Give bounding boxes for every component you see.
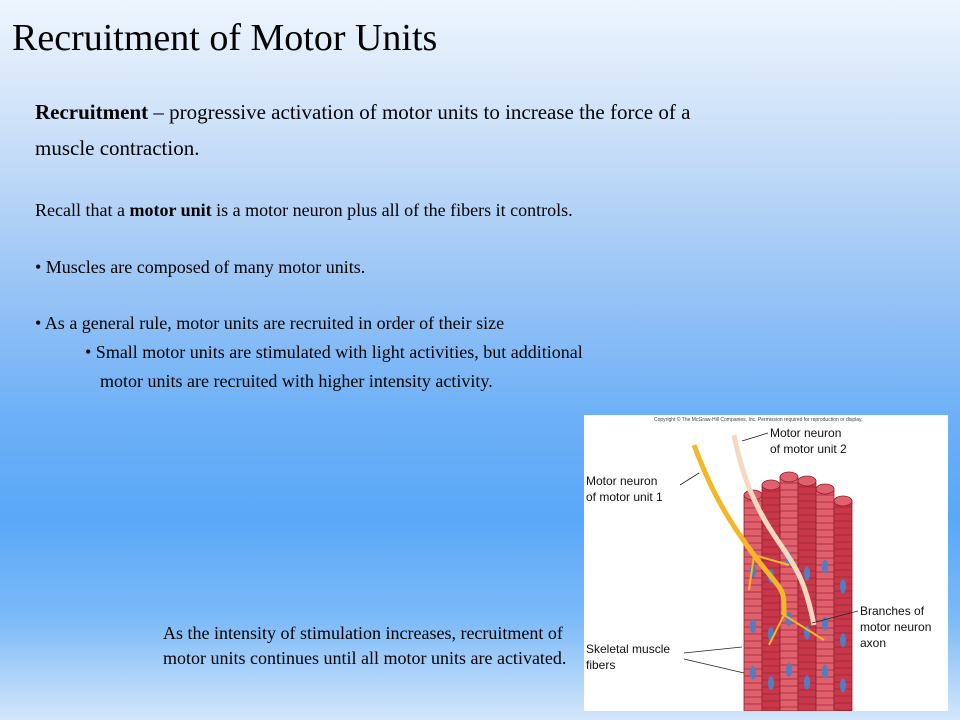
label-unit1-line2: of motor unit 1	[586, 490, 663, 504]
figure-caption: As the intensity of stimulation increases, recruitment of motor units continues until all motor units are activated.	[163, 623, 567, 668]
sub-bullet-small-units: • Small motor units are stimulated with light activities, but additional	[85, 342, 583, 362]
leader-line	[684, 659, 744, 673]
fiber-nucleus	[786, 663, 792, 677]
fiber-end	[834, 496, 852, 506]
sub-bullet-continuation: motor units are recruited with higher intensity activity.	[100, 371, 493, 391]
fiber-nucleus	[804, 567, 810, 581]
recall-term: motor unit	[129, 200, 212, 220]
recall-sentence	[35, 197, 573, 223]
leader-line	[742, 433, 768, 441]
fiber-nucleus	[822, 560, 828, 574]
label-branches-line2: motor neuron	[860, 620, 932, 634]
label-fibers-line1: Skeletal muscle	[586, 642, 671, 656]
bullet-recruitment-order: • As a general rule, motor units are recruited in order of their size	[35, 313, 505, 333]
definition-text: – progressive activation of motor units to increase the force of a muscle contraction.	[35, 100, 691, 160]
motor-unit-illustration	[584, 415, 948, 711]
fiber-nucleus	[840, 580, 846, 594]
fiber-end	[762, 480, 780, 490]
definition-paragraph	[35, 94, 735, 166]
label-unit2-line1: Motor neuron	[770, 426, 842, 440]
label-branches-line3: axon	[860, 636, 887, 650]
label-branches-line1: Branches of	[860, 604, 925, 618]
fiber-end	[798, 476, 816, 486]
fiber-nucleus	[804, 676, 810, 690]
fiber-end	[780, 472, 798, 482]
fiber-nucleus	[840, 633, 846, 647]
copyright-notice: Copyright © The McGraw-Hill Companies, Inc. Permission required for reproduction or display.	[654, 417, 863, 423]
label-fibers-line2: fibers	[586, 658, 616, 672]
fiber-nucleus	[768, 676, 774, 690]
recall-suffix: is a motor neuron plus all of the fibers it controls.	[211, 200, 573, 220]
leader-line	[680, 473, 699, 485]
label-unit2-line2: of motor unit 2	[770, 442, 847, 456]
fiber-nucleus	[840, 679, 846, 693]
motor-unit-diagram	[584, 415, 948, 711]
fiber-nucleus	[750, 666, 756, 680]
slide-title: Recruitment of Motor Units	[12, 17, 438, 59]
label-unit1-line1: Motor neuron	[586, 474, 658, 488]
definition-term: Recruitment	[35, 100, 149, 124]
fiber-end	[816, 484, 834, 494]
recall-prefix: Recall that a	[35, 200, 130, 220]
fiber-nucleus	[822, 665, 828, 679]
fiber-nucleus	[750, 619, 756, 633]
bullet-muscle-composition: • Muscles are composed of many motor units.	[35, 257, 366, 277]
leader-line	[684, 647, 742, 653]
